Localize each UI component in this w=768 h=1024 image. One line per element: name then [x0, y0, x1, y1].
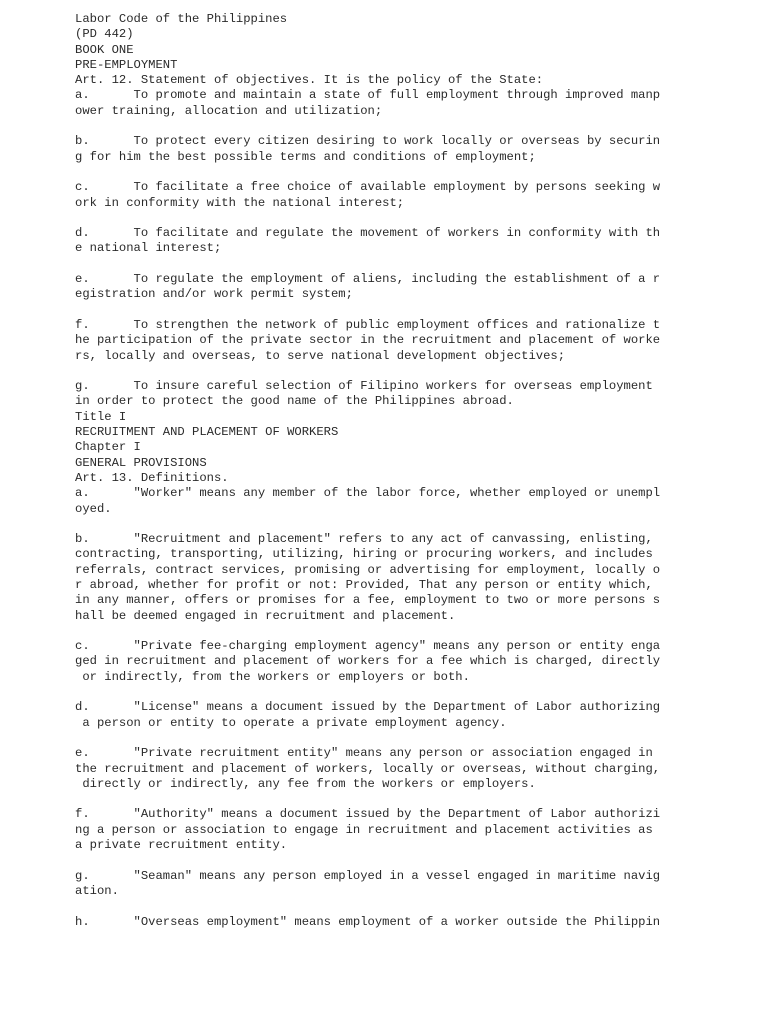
text-line: d. "License" means a document issued by the Department of Labor authorizing: [75, 700, 661, 715]
text-line: c. "Private fee-charging employment agency" means any person or entity enga: [75, 639, 661, 654]
text-line: a. To promote and maintain a state of full employment through improved manp: [75, 88, 661, 103]
text-line: PRE-EMPLOYMENT: [75, 57, 178, 72]
blank-line: [75, 853, 675, 868]
text-line: ng a person or association to engage in recruitment and placement activities as: [75, 822, 653, 837]
blank-line: [75, 257, 675, 272]
text-line: hall be deemed engaged in recruitment and placement.: [75, 608, 456, 623]
text-line: he participation of the private sector in the recruitment and placement of worke: [75, 333, 661, 348]
text-line: Labor Code of the Philippines: [75, 12, 288, 26]
blank-line: [75, 792, 675, 807]
blank-line: [75, 624, 675, 639]
text-line: f. To strengthen the network of public employment offices and rationalize t: [75, 317, 661, 332]
text-line: rs, locally and overseas, to serve national development objectives;: [75, 348, 566, 363]
text-line: r abroad, whether for profit or not: Provided, That any person or entity which,: [75, 577, 653, 592]
document-page: [75, 12, 675, 930]
blank-line: [75, 685, 675, 700]
text-line: ork in conformity with the national interest;: [75, 195, 405, 210]
text-line: h. "Overseas employment" means employment of a worker outside the Philippin: [75, 914, 661, 929]
text-line: c. To facilitate a free choice of available employment by persons seeking w: [75, 180, 661, 195]
text-line: ower training, allocation and utilization;: [75, 103, 383, 118]
blank-line: [75, 119, 675, 134]
text-line: in order to protect the good name of the Philippines abroad.: [75, 394, 514, 409]
text-line: b. "Recruitment and placement" refers to any act of canvassing, enlisting,: [75, 532, 653, 547]
blank-line: [75, 899, 675, 914]
text-line: directly or indirectly, any fee from the workers or employers.: [75, 776, 536, 791]
text-line: ged in recruitment and placement of workers for a fee which is charged, directly: [75, 654, 661, 669]
blank-line: [75, 517, 675, 532]
chapter-heading: GENERAL PROVISIONS: [75, 455, 207, 470]
text-line: a private recruitment entity.: [75, 838, 288, 853]
title-heading: RECRUITMENT AND PLACEMENT OF WORKERS: [75, 425, 339, 440]
text-line: the recruitment and placement of workers, locally or overseas, without charging,: [75, 761, 661, 776]
text-line: g. To insure careful selection of Filipino workers for overseas employment: [75, 379, 653, 394]
text-line: BOOK ONE: [75, 42, 134, 57]
text-line: e national interest;: [75, 241, 222, 256]
blank-line: [75, 731, 675, 746]
text-line: (PD 442): [75, 27, 134, 42]
text-line: a. "Worker" means any member of the labor force, whether employed or unempl: [75, 486, 661, 501]
text-line: f. "Authority" means a document issued by the Department of Labor authorizi: [75, 807, 661, 822]
blank-line: [75, 211, 675, 226]
blank-line: [75, 364, 675, 379]
title-heading: Title I: [75, 409, 127, 424]
blank-line: [75, 303, 675, 318]
text-line: e. To regulate the employment of aliens, including the establishment of a r: [75, 272, 661, 287]
text-line: d. To facilitate and regulate the movement of workers in conformity with th: [75, 226, 661, 241]
text-line: g for him the best possible terms and conditions of employment;: [75, 149, 536, 164]
chapter-heading: Chapter I: [75, 440, 141, 455]
text-line: Art. 12. Statement of objectives. It is the policy of the State:: [75, 73, 544, 88]
text-line: egistration and/or work permit system;: [75, 287, 353, 302]
text-line: g. "Seaman" means any person employed in a vessel engaged in maritime navig: [75, 868, 661, 883]
text-line: a person or entity to operate a private employment agency.: [75, 715, 507, 730]
text-line: contracting, transporting, utilizing, hiring or procuring workers, and includes: [75, 547, 653, 562]
text-line: or indirectly, from the workers or employers or both.: [75, 669, 470, 684]
text-line: b. To protect every citizen desiring to work locally or overseas by securin: [75, 134, 661, 149]
text-line: ation.: [75, 883, 119, 898]
text-line: e. "Private recruitment entity" means any person or association engaged in: [75, 746, 653, 761]
blank-line: [75, 165, 675, 180]
text-line: oyed.: [75, 501, 112, 516]
text-line: in any manner, offers or promises for a fee, employment to two or more persons s: [75, 593, 661, 608]
text-line: referrals, contract services, promising or advertising for employment, locally o: [75, 562, 661, 577]
article-heading: Art. 13. Definitions.: [75, 470, 229, 485]
